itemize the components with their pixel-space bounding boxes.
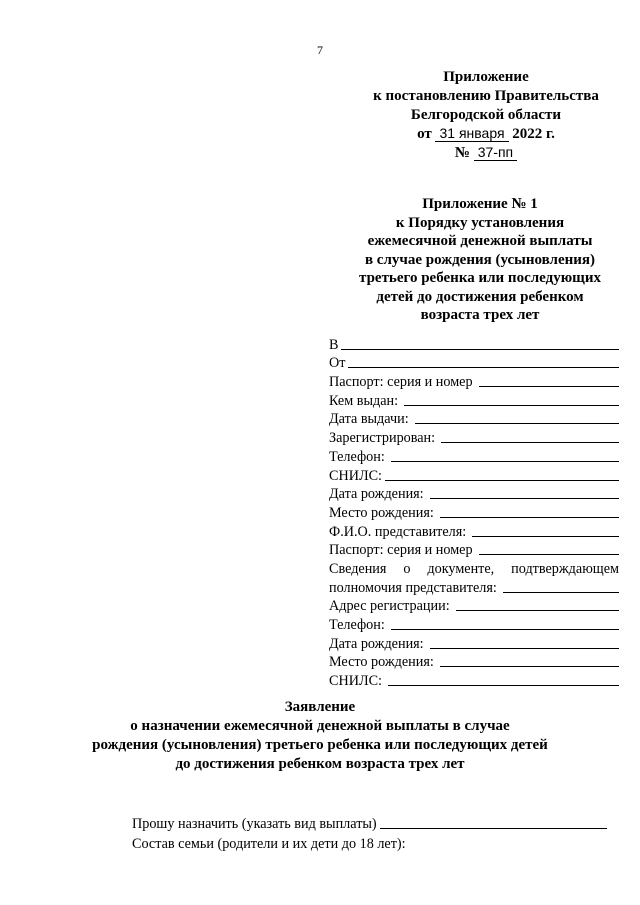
field-label: Адрес регистрации:: [329, 598, 450, 615]
fill-line[interactable]: [440, 517, 619, 518]
field-row-issue-date: [329, 409, 619, 428]
field-row-birth-date: [329, 484, 619, 503]
fill-line[interactable]: [391, 461, 619, 462]
appendix1-line: Приложение № 1: [422, 196, 538, 212]
field-label: СНИЛС:: [329, 673, 382, 690]
family-row: [132, 832, 607, 852]
appendix1-line: детей до достижения ребенком: [376, 288, 584, 305]
field-row-representative-birth-place: [329, 652, 619, 671]
fill-line[interactable]: [503, 592, 619, 593]
date-prefix: от: [417, 126, 432, 142]
fill-line[interactable]: [348, 367, 619, 368]
field-label: Телефон:: [329, 448, 385, 465]
field-row-from: [329, 353, 619, 372]
fill-line[interactable]: [456, 610, 619, 611]
appendix-title: Приложение: [443, 69, 529, 85]
fill-line[interactable]: [404, 405, 619, 406]
appendix-line1: к постановлению Правительства: [373, 88, 599, 104]
field-label: Зарегистрирован:: [329, 430, 436, 447]
number-prefix: №: [454, 145, 470, 161]
resolution-appendix-block: [356, 68, 616, 163]
date-year: 2022 г.: [512, 126, 555, 142]
field-label: Паспорт: серия и номер: [329, 542, 473, 559]
fill-line[interactable]: [430, 498, 619, 499]
fill-line[interactable]: [391, 629, 619, 630]
field-row-representative-birth-date: [329, 633, 619, 652]
order-appendix-block: [330, 195, 630, 325]
family-label: Состав семьи (родители и их дети до 18 лет):: [132, 836, 406, 852]
fill-line[interactable]: [479, 554, 619, 555]
field-row-passport: [329, 371, 619, 390]
fill-line[interactable]: [385, 480, 619, 481]
fill-line[interactable]: [441, 442, 619, 443]
appendix1-line: возраста трех лет: [420, 307, 540, 323]
statement-line3: до достижения ребенком возраста трех лет: [175, 756, 465, 772]
date-day-month: 31 января: [435, 126, 508, 142]
resolution-number: 37-пп: [474, 145, 517, 161]
field-row-representative-snils: [329, 670, 619, 689]
field-row-to: [329, 334, 619, 353]
statement-title: Заявление: [284, 699, 356, 715]
field-label: Сведения о документе, подтверждающем: [329, 560, 619, 577]
field-label: Место рождения:: [329, 654, 434, 671]
field-row-authority: [329, 577, 619, 596]
fill-line[interactable]: [388, 685, 619, 686]
fill-line[interactable]: [430, 648, 619, 649]
appendix1-line: ежемесячной денежной выплаты: [367, 233, 593, 249]
statement-body: [132, 812, 607, 852]
field-row-issued-by: [329, 390, 619, 409]
field-label: От: [329, 355, 346, 372]
field-row-representative-passport: [329, 540, 619, 559]
appendix1-line: третьего ребенка или последующих: [359, 270, 601, 286]
request-label: Прошу назначить (указать вид выплаты): [132, 816, 377, 832]
fill-line[interactable]: [472, 536, 619, 537]
field-row-birth-place: [329, 502, 619, 521]
field-label: Место рождения:: [329, 504, 434, 521]
fill-line[interactable]: [415, 423, 619, 424]
field-label: В: [329, 336, 339, 353]
fill-line[interactable]: [341, 349, 619, 350]
field-row-authority-doc: [329, 558, 619, 577]
applicant-form: [329, 334, 619, 689]
fill-line[interactable]: [479, 386, 619, 387]
field-label: полномочия представителя:: [329, 579, 497, 596]
field-row-registered: [329, 427, 619, 446]
appendix1-line: к Порядку установления: [395, 214, 565, 231]
field-label: Телефон:: [329, 617, 385, 633]
field-row-phone: [329, 446, 619, 465]
field-label: Ф.И.О. представителя:: [329, 523, 467, 540]
statement-line1: о назначении ежемесячной денежной выплаты в случае: [130, 718, 510, 734]
field-label: СНИЛС:: [329, 467, 382, 484]
field-label: Паспорт: серия и номер: [329, 374, 473, 391]
field-label: Дата рождения:: [329, 635, 424, 652]
appendix-date-line: [356, 125, 616, 144]
appendix-number-line: [356, 144, 616, 163]
field-label: Дата выдачи:: [329, 411, 409, 428]
field-row-registration-address: [329, 596, 619, 615]
field-label: Кем выдан:: [329, 392, 399, 409]
appendix-line2: Белгородской области: [410, 107, 562, 123]
fill-line[interactable]: [440, 666, 619, 667]
field-label: Дата рождения:: [329, 486, 424, 503]
fill-line[interactable]: [380, 828, 607, 829]
field-row-snils: [329, 465, 619, 484]
page-number: 7: [317, 43, 323, 57]
appendix1-line: в случае рождения (усыновления): [364, 251, 596, 268]
statement-title-block: [40, 698, 600, 774]
field-row-representative-phone: [329, 614, 619, 633]
request-row: [132, 812, 607, 832]
field-row-representative-name: [329, 521, 619, 540]
statement-line2: рождения (усыновления) третьего ребенка или последующих детей: [92, 737, 548, 753]
